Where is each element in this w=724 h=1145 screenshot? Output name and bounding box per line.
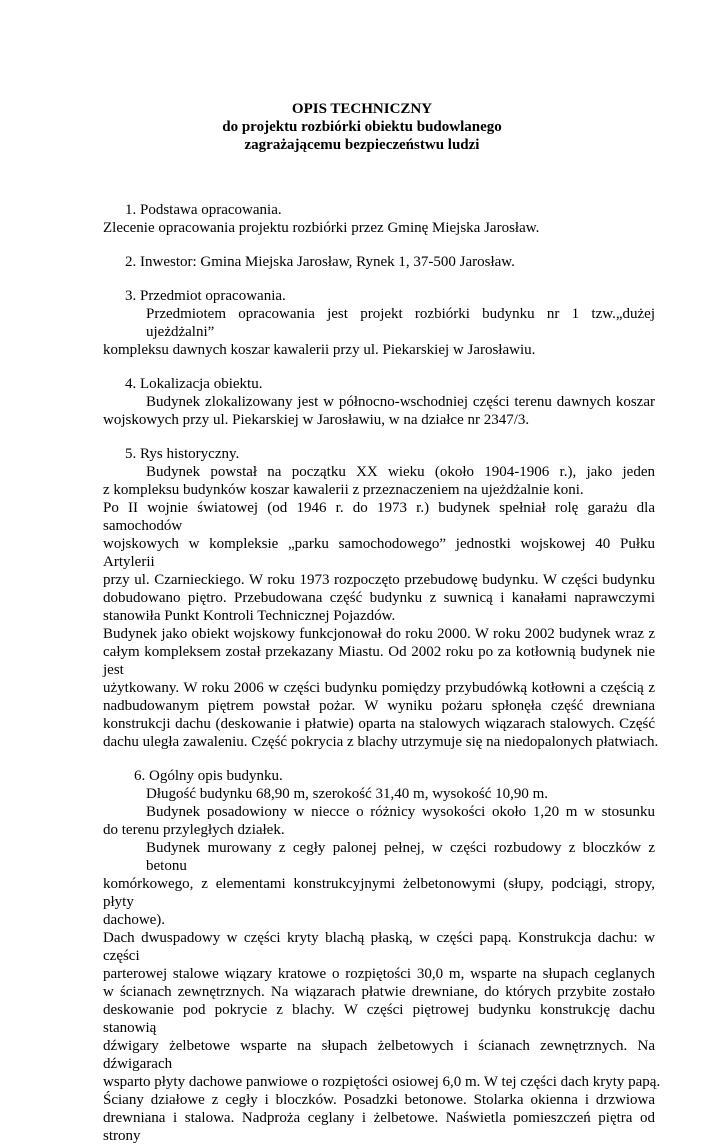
section-6-text-line: dźwigary żelbetowe wsparte na słupach żelbetowych i ścianach zewnętrznych. Na dźwigarach: [103, 1038, 655, 1072]
section-3-heading: 3. Przedmiot opracowania.: [125, 288, 286, 304]
section-4-heading: 4. Lokalizacja obiektu.: [125, 376, 263, 392]
section-6-heading: 6. Ogólny opis budynku.: [134, 768, 283, 784]
section-5-text-line: przy ul. Czarnieckiego. W roku 1973 rozpoczęto przebudowę budynku. W części budynku: [103, 572, 655, 588]
section-5-text-line: całym kompleksem został przekazany Miastu. Od 2002 roku po za kotłownią budynek nie jest: [103, 644, 655, 678]
document-subtitle-2: zagrażającemu bezpieczeństwu ludzi: [244, 137, 480, 153]
section-5-text-line: wojskowych w kompleksie „parku samochodowego” jednostki wojskowej 40 Pułku Artylerii: [103, 536, 655, 570]
section-6-text-line: komórkowego, z elementami konstrukcyjnymi żelbetonowymi (słupy, podciągi, stropy, płyty: [103, 876, 655, 910]
section-3-text-line: kompleksu dawnych koszar kawalerii przy ul. Piekarskiej w Jarosławiu.: [103, 342, 536, 358]
section-5-text-line: konstrukcji dachu (deskowanie i płatwie) oparta na stalowych wiązarach stalowych. Część: [103, 716, 655, 732]
section-5-text-line: stanowiła Punkt Kontroli Technicznej Pojazdów.: [103, 608, 396, 624]
section-6-text-line: Ściany działowe z cegły i bloczków. Posadzki betonowe. Stolarka okienna i drzwiowa: [103, 1092, 655, 1108]
section-6-text-line: parterowej stalowe wiązary kratowe o rozpiętości 30,0 m, wsparte na słupach ceglanych: [103, 966, 655, 982]
title-block: [0, 100, 724, 154]
section-1-heading: 1. Podstawa opracowania.: [125, 202, 282, 218]
section-5-text-line: dobudowano piętro. Przebudowana część budynku z suwnicą i kanałami naprawczymi: [103, 590, 655, 606]
section-4-text-line: Budynek zlokalizowany jest w północno-wschodniej części terenu dawnych koszar: [146, 394, 655, 410]
document-title: OPIS TECHNICZNY: [291, 101, 433, 117]
section-5-text-line: Budynek powstał na początku XX wieku (około 1904-1906 r.), jako jeden: [146, 464, 655, 480]
section-5-text-line: Po II wojnie światowej (od 1946 r. do 1973 r.) budynek spełniał rolę garażu dla samochodów: [103, 500, 655, 534]
section-5-text-line: dachu uległa zawaleniu. Część pokrycia z blachy utrzymuje się na niedopalonych płatwiach.: [103, 734, 659, 750]
section-3-text-line: Przedmiotem opracowania jest projekt rozbiórki budynku nr 1 tzw.„dużej ujeżdżalni”: [146, 306, 655, 340]
section-5-text-line: nadbudowanym piętrem powstał pożar. W wyniku pożaru spłonęła część drewniana: [103, 698, 655, 714]
section-6-text-line: wsparto płyty dachowe panwiowe o rozpiętości osiowej 6,0 m. W tej części dach kryty papą.: [103, 1074, 661, 1090]
section-6-text-line: dachowe).: [103, 912, 166, 928]
section-6-text-line: Budynek murowany z cegły palonej pełnej, w części rozbudowy z bloczków z betonu: [146, 840, 655, 874]
section-6-text-line: Dach dwuspadowy w części kryty blachą płaską, w części papą. Konstrukcja dachu: w części: [103, 930, 655, 964]
section-6-text-line: drewniana i stalowa. Nadproża ceglany i żelbetowe. Naświetla pomieszczeń piętra od strony: [103, 1110, 655, 1144]
section-5-heading: 5. Rys historyczny.: [125, 446, 240, 462]
section-1-text: Zlecenie opracowania projektu rozbiórki przez Gminę Miejska Jarosław.: [103, 220, 540, 236]
section-5-text-line: Budynek jako obiekt wojskowy funkcjonował do roku 2000. W roku 2002 budynek wraz z: [103, 626, 655, 642]
section-6-text-line: w ścianach zewnętrznych. Na wiązarach płatwie drewniane, do których przybite zostało: [103, 984, 655, 1000]
section-6-text-line: deskowanie pod pokrycie z blachy. W części piętrowej budynku konstrukcję dachu stanowią: [103, 1002, 655, 1036]
section-5-text-line: użytkowany. W roku 2006 w części budynku pomiędzy przybudówką kotłowni a częścią z: [103, 680, 655, 696]
document-subtitle-1: do projektu rozbiórki obiektu budowlanego: [222, 119, 502, 135]
section-4-text-line: wojskowych przy ul. Piekarskiej w Jarosławiu, w na działce nr 2347/3.: [103, 412, 530, 428]
section-6-text-line: do terenu przyległych działek.: [103, 822, 285, 838]
section-5-text-line: z kompleksu budynków koszar kawalerii z przeznaczeniem na ujeżdżalnie koni.: [103, 482, 584, 498]
document-body: [103, 201, 661, 1145]
section-2-heading: 2. Inwestor: Gmina Miejska Jarosław, Rynek 1, 37-500 Jarosław.: [125, 254, 515, 270]
section-6-text-line: Budynek posadowiony w niecce o różnicy wysokości około 1,20 m w stosunku: [146, 804, 655, 820]
section-6-text-line: Długość budynku 68,90 m, szerokość 31,40 m, wysokość 10,90 m.: [146, 786, 549, 802]
